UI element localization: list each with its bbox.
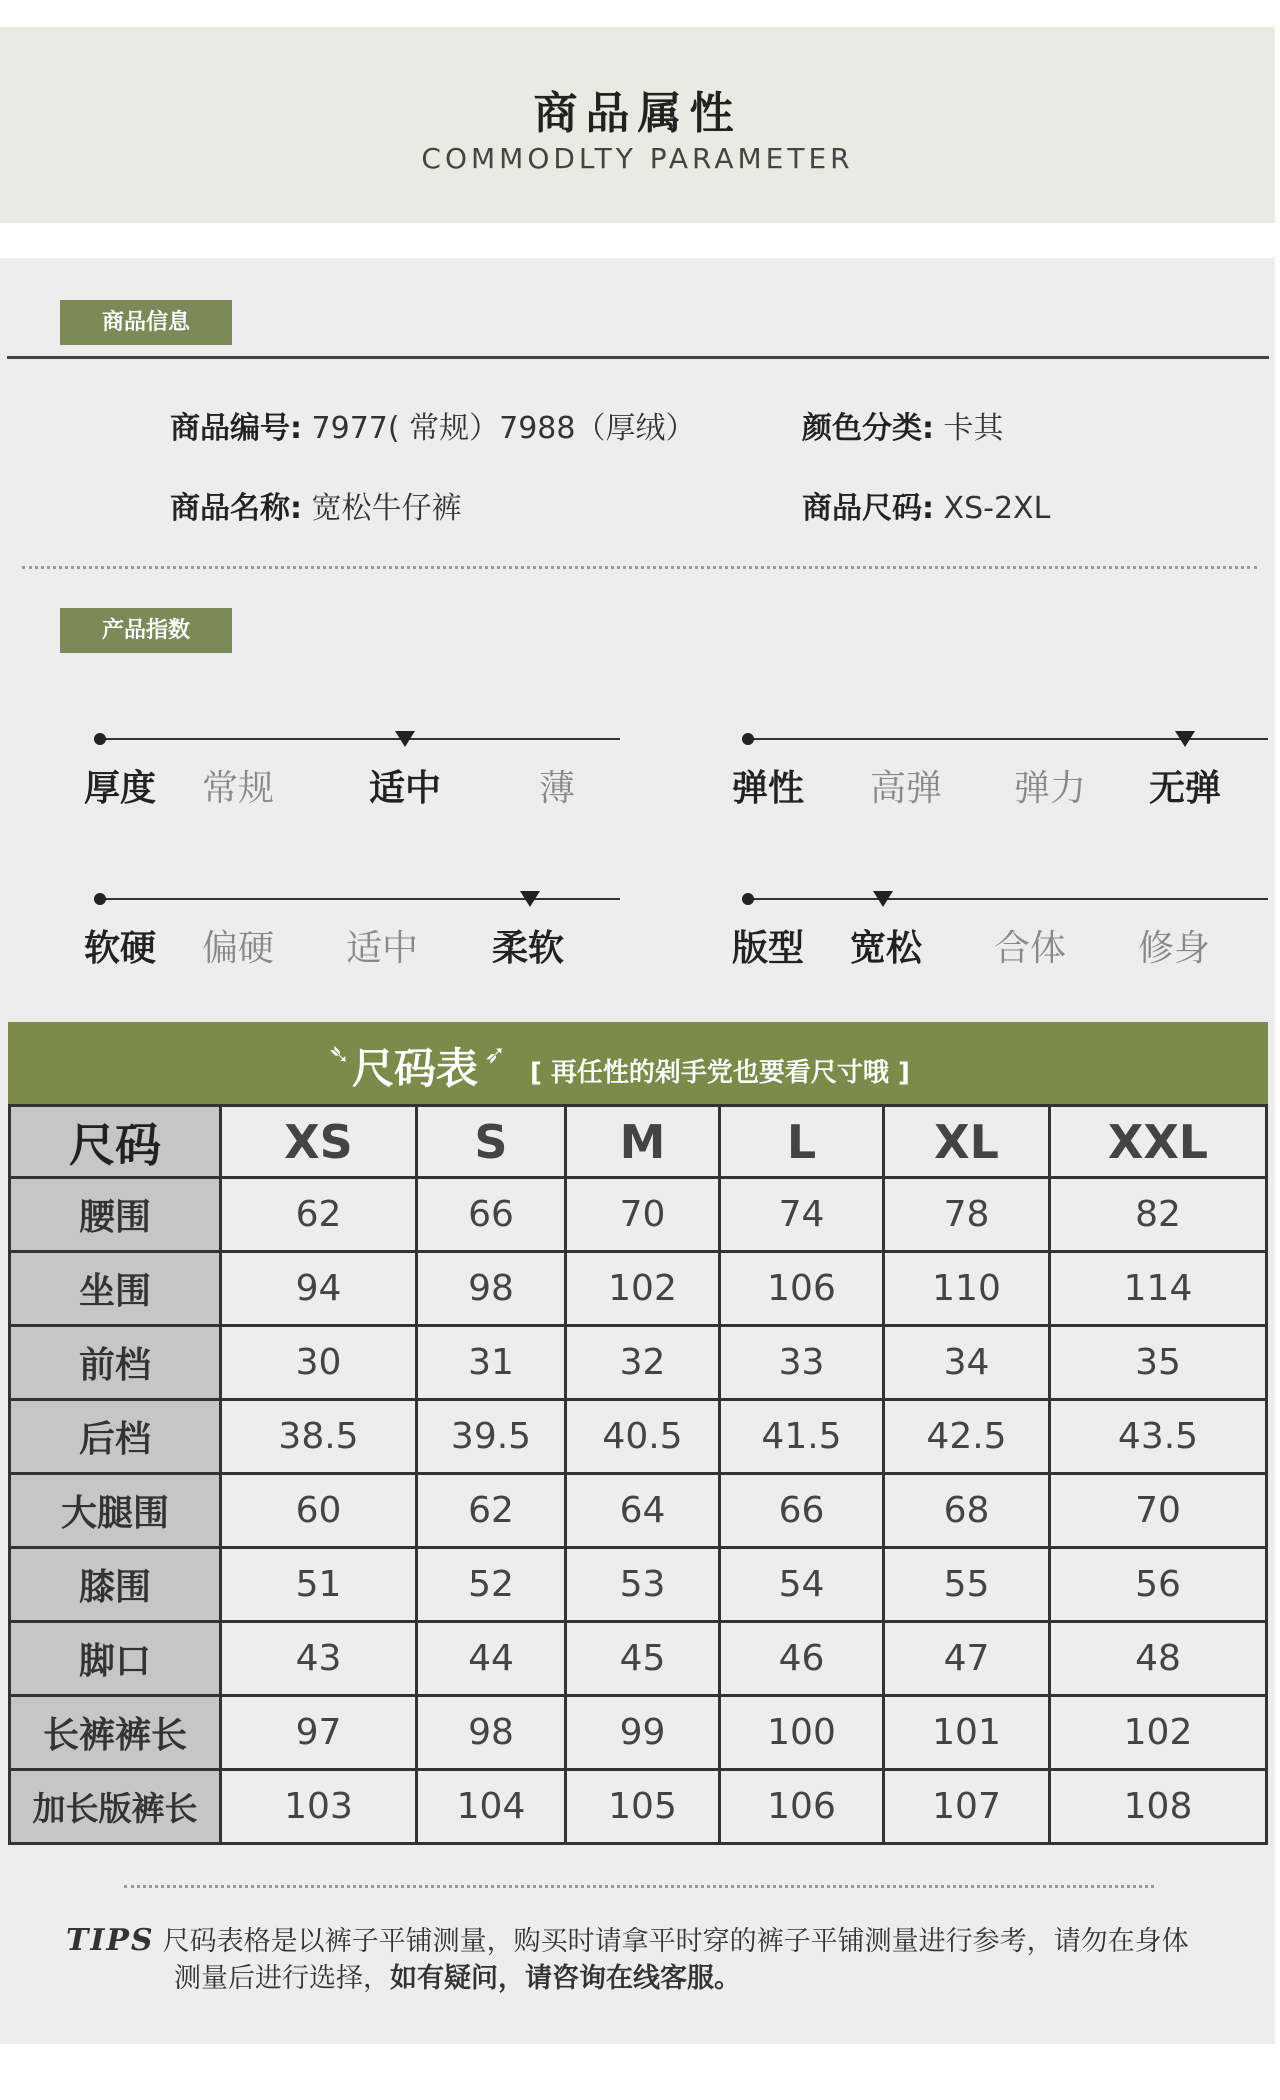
tips-word: TIPS [66,1923,155,1958]
scale-key-label: 厚度 [83,768,156,809]
scale-option-selected: 宽松 [849,928,922,969]
scale-option: 弹力 [1013,768,1086,809]
product-color-value: 卡其 [943,411,1004,446]
table-row [10,1326,1267,1400]
table-row [10,1770,1267,1844]
scale-option-selected: 适中 [368,768,441,809]
scale-start-dot [94,733,106,745]
size-table [8,1104,1268,1845]
table-cell: 70 [1050,1474,1267,1548]
product-code [170,403,695,447]
table-cell: 62 [221,1178,417,1252]
scale-option: 适中 [345,928,418,969]
scale-start-dot [742,733,754,745]
table-cell: 51 [221,1548,417,1622]
row-label: 前档 [10,1326,221,1400]
table-cell: 99 [566,1696,720,1770]
tips-note [66,1922,1189,1997]
table-cell: 55 [884,1548,1050,1622]
table-row [10,1178,1267,1252]
page-subtitle: COMMODLTY PARAMETER [421,142,854,175]
size-corner-cell: 尺码 [10,1106,221,1178]
table-cell: 32 [566,1326,720,1400]
table-cell: 82 [1050,1178,1267,1252]
scale-option: 偏硬 [201,928,274,969]
table-cell: 45 [566,1622,720,1696]
table-cell: 98 [417,1252,566,1326]
table-cell: 54 [720,1548,884,1622]
table-cell: 42.5 [884,1400,1050,1474]
table-cell: 74 [720,1178,884,1252]
table-cell: 34 [884,1326,1050,1400]
table-cell: 30 [221,1326,417,1400]
table-cell: 44 [417,1622,566,1696]
table-cell: 106 [720,1770,884,1844]
page-title: 商品属性 [533,88,742,139]
size-col-header: L [720,1106,884,1178]
table-cell: 66 [720,1474,884,1548]
scale-key-label: 版型 [731,928,804,969]
product-color [802,403,1004,447]
table-cell: 39.5 [417,1400,566,1474]
scale-marker-icon [873,891,893,907]
table-cell: 70 [566,1178,720,1252]
scale-elasticity [708,722,1268,812]
size-header-row [10,1106,1267,1178]
table-cell: 100 [720,1696,884,1770]
scale-option-selected: 无弹 [1148,768,1221,809]
scale-key-label: 弹性 [731,768,804,809]
table-cell: 38.5 [221,1400,417,1474]
row-label: 坐围 [10,1252,221,1326]
table-cell: 60 [221,1474,417,1548]
table-row [10,1622,1267,1696]
sparkle-icon: ➴ [328,1040,350,1070]
dotted-divider [22,566,1257,569]
product-size [802,483,1050,527]
dotted-divider [124,1885,1154,1888]
table-cell: 31 [417,1326,566,1400]
size-col-header: M [566,1106,720,1178]
product-info-tag: 商品信息 [60,300,232,345]
scale-fit [708,882,1268,972]
table-cell: 62 [417,1474,566,1548]
header-banner [0,27,1275,223]
scale-key-label: 软硬 [83,928,156,969]
product-color-label: 颜色分类: [802,411,934,446]
table-cell: 68 [884,1474,1050,1548]
sparkle-icon: ➶ [484,1040,506,1070]
scale-option: 修身 [1137,928,1210,969]
row-label: 大腿围 [10,1474,221,1548]
product-name-label: 商品名称: [170,491,302,526]
table-cell: 102 [1050,1696,1267,1770]
table-cell: 52 [417,1548,566,1622]
size-table-title-bar [8,1022,1268,1104]
row-label: 后档 [10,1400,221,1474]
tips-line-2 [66,1960,1189,1997]
scale-option-selected: 柔软 [491,928,564,969]
scale-marker-icon [520,891,540,907]
size-table-subtitle: [ 再任性的剁手党也要看尺寸哦 ] [530,1058,910,1088]
scale-softness [60,882,620,972]
table-cell: 56 [1050,1548,1267,1622]
table-cell: 106 [720,1252,884,1326]
table-cell: 47 [884,1622,1050,1696]
scale-option: 薄 [538,768,575,809]
table-cell: 97 [221,1696,417,1770]
size-col-header: XS [221,1106,417,1178]
size-col-header: XXL [1050,1106,1267,1178]
tips-text-2-bold: 如有疑问，请咨询在线客服。 [390,1963,741,1994]
table-cell: 98 [417,1696,566,1770]
table-cell: 114 [1050,1252,1267,1326]
table-row [10,1696,1267,1770]
scale-marker-icon [395,731,415,747]
row-label: 脚口 [10,1622,221,1696]
table-cell: 78 [884,1178,1050,1252]
size-col-header: S [417,1106,566,1178]
table-cell: 46 [720,1622,884,1696]
table-cell: 53 [566,1548,720,1622]
scale-marker-icon [1175,731,1195,747]
table-cell: 101 [884,1696,1050,1770]
row-label: 长裤裤长 [10,1696,221,1770]
table-cell: 110 [884,1252,1050,1326]
table-cell: 40.5 [566,1400,720,1474]
table-cell: 105 [566,1770,720,1844]
product-name-value: 宽松牛仔裤 [311,491,462,526]
table-row [10,1548,1267,1622]
table-cell: 103 [221,1770,417,1844]
scale-line [748,898,1268,900]
size-table-title: 尺码表 [352,1044,479,1093]
table-row [10,1400,1267,1474]
scale-option: 合体 [993,928,1066,969]
product-size-value: XS-2XL [943,491,1051,526]
scale-thickness [60,722,620,812]
tips-line-1 [66,1922,1189,1960]
table-cell: 33 [720,1326,884,1400]
scale-option: 常规 [201,768,274,809]
row-label: 加长版裤长 [10,1770,221,1844]
row-label: 腰围 [10,1178,221,1252]
scale-start-dot [742,893,754,905]
scale-line [100,898,620,900]
tips-text-2: 测量后进行选择， [174,1963,390,1994]
table-row [10,1474,1267,1548]
scale-option: 高弹 [869,768,942,809]
product-index-tag: 产品指数 [60,608,232,653]
table-cell: 66 [417,1178,566,1252]
table-cell: 104 [417,1770,566,1844]
tips-text-1: 尺码表格是以裤子平铺测量，购买时请拿平时穿的裤子平铺测量进行参考，请勿在身体 [162,1926,1189,1957]
table-cell: 41.5 [720,1400,884,1474]
table-cell: 35 [1050,1326,1267,1400]
product-size-label: 商品尺码: [802,491,934,526]
size-col-header: XL [884,1106,1050,1178]
product-code-value: 7977( 常规）7988（厚绒） [311,411,696,446]
table-cell: 48 [1050,1622,1267,1696]
table-cell: 107 [884,1770,1050,1844]
table-cell: 94 [221,1252,417,1326]
product-name [170,483,462,527]
table-cell: 43 [221,1622,417,1696]
table-row [10,1252,1267,1326]
table-cell: 64 [566,1474,720,1548]
scale-line [100,738,620,740]
table-cell: 108 [1050,1770,1267,1844]
section-divider [7,356,1269,359]
table-cell: 102 [566,1252,720,1326]
scale-start-dot [94,893,106,905]
row-label: 膝围 [10,1548,221,1622]
table-cell: 43.5 [1050,1400,1267,1474]
product-code-label: 商品编号: [170,411,302,446]
